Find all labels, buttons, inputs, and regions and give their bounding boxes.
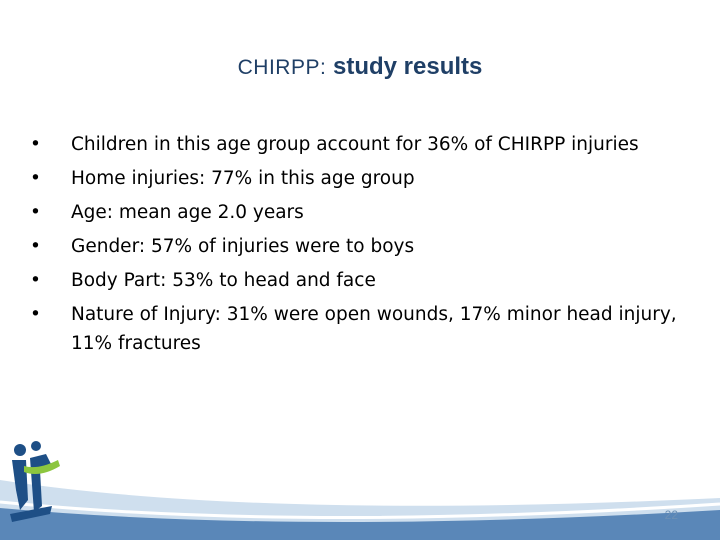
bullet-item xyxy=(30,130,700,159)
title-part-1: CHIRPP: xyxy=(237,56,327,79)
bullet-point: • xyxy=(30,304,41,325)
bullet-text: Gender: 57% of injuries were to boys xyxy=(71,236,415,257)
bullet-item xyxy=(30,164,700,193)
bullet-item xyxy=(30,232,700,261)
blue-swoosh-decoration xyxy=(0,440,720,540)
bullet-list xyxy=(30,130,700,363)
logo-head-1 xyxy=(14,444,26,456)
bullet-point: • xyxy=(30,202,41,223)
logo-base xyxy=(10,506,52,522)
footer-area xyxy=(0,440,720,540)
bullet-point: • xyxy=(30,270,41,291)
slide-title xyxy=(0,52,720,83)
bullet-point: • xyxy=(30,134,41,155)
bullet-item xyxy=(30,198,700,227)
title-part-2: study results xyxy=(326,53,483,80)
bullet-text: Home injuries: 77% in this age group xyxy=(71,168,415,189)
bullet-item xyxy=(30,300,700,358)
bullet-text: Children in this age group account for 36% of CHIRPP injuries xyxy=(71,134,639,155)
bullet-text: Age: mean age 2.0 years xyxy=(71,202,304,223)
bullet-point: • xyxy=(30,168,41,189)
logo-head-2 xyxy=(31,441,41,451)
bullet-point: • xyxy=(30,236,41,257)
page-number: 22 xyxy=(664,508,678,522)
public-health-agency-logo-icon xyxy=(6,440,70,540)
bullet-text: Nature of Injury: 31% were open wounds, 17% minor head injury, 11% fractures xyxy=(71,304,677,354)
logo-figure-right xyxy=(30,454,52,512)
bullet-text: Body Part: 53% to head and face xyxy=(71,270,376,291)
bullet-item xyxy=(30,266,700,295)
